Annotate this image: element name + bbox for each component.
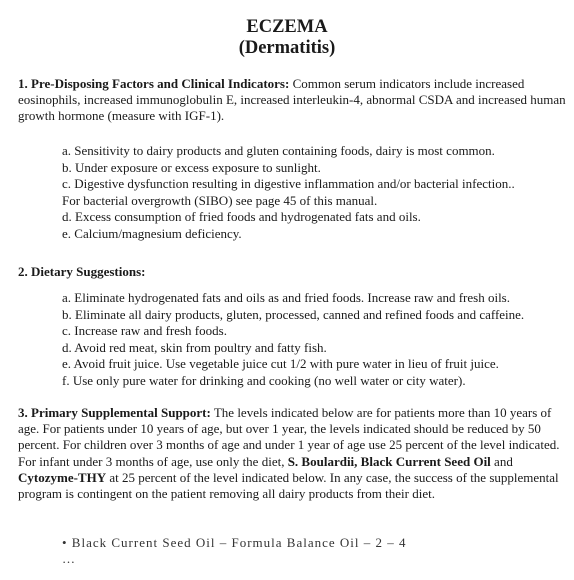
document-title: ECZEMA xyxy=(246,17,328,37)
cutoff-next-line xyxy=(62,535,422,566)
list-item: d. Excess consumption of fried foods and hydrogenated fats and oils. xyxy=(62,209,421,224)
list-item: e. Avoid fruit juice. Use vegetable juice cut 1/2 with pure water in lieu of fruit juice. xyxy=(62,356,499,371)
document-subtitle: (Dermatitis) xyxy=(238,38,336,58)
section-2-heading: 2. Dietary Suggestions: xyxy=(18,264,146,279)
section-3-bold-products-b: Cytozyme-THY xyxy=(18,469,107,485)
section-3-text: The levels indicated below are for patients more than 10 years of age. For patients under 10 years of age, but over 1 year, the levels indicated should be reduced by 50 percent. For children over 3 months of age and under 1 year of age use 25 percent of the level indicated. For infant under 3 months of age, use only the diet, xyxy=(18,405,560,469)
section-3-text-end: at 25 percent of the level indicated below. In any case, the success of the supplemental program is contingent on the patient removing all dairy products from their diet. xyxy=(18,469,559,502)
section-3-bold-products-a: S. Boulardii, Black Current Seed Oil xyxy=(287,453,491,469)
list-item: For bacterial overgrowth (SIBO) see page 45 of this manual. xyxy=(62,192,378,208)
section-1-text: Common serum indicators include increased eosinophils, increased immunoglobulin E, increased interleukin-4, abnormal CSDA and increased human growth hormone (measure with IGF-1). xyxy=(18,76,566,124)
list-item: c. Digestive dysfunction resulting in digestive inflammation and/or bacterial infection.. xyxy=(62,176,515,191)
list-item: b. Eliminate all dairy products, gluten, processed, canned and refined foods and caffeine. xyxy=(62,306,525,322)
list-item: b. Under exposure or excess exposure to sunlight. xyxy=(62,159,321,175)
section-3-paragraph xyxy=(18,405,566,502)
list-item: d. Avoid red meat, skin from poultry and fatty fish. xyxy=(62,339,327,355)
section-1-paragraph xyxy=(18,76,566,125)
section-3-text-join: and xyxy=(490,453,513,469)
section-1-heading: 1. Pre-Disposing Factors and Clinical Indicators: xyxy=(18,76,290,91)
list-item: c. Increase raw and fresh foods. xyxy=(62,323,227,338)
list-item: a. Sensitivity to dairy products and gluten containing foods, dairy is most common. xyxy=(62,143,495,158)
list-item: f. Use only pure water for drinking and cooking (no well water or city water). xyxy=(62,372,466,388)
section-3-heading: 3. Primary Supplemental Support: xyxy=(18,405,211,420)
list-item: a. Eliminate hydrogenated fats and oils as and fried foods. Increase raw and fresh oils. xyxy=(62,290,510,305)
section-2-list xyxy=(62,290,567,389)
list-item: e. Calcium/magnesium deficiency. xyxy=(62,225,242,241)
cutoff-line-text: • Black Current Seed Oil – Formula Balance Oil – 2 – 4 … xyxy=(62,535,407,566)
section-1-list xyxy=(62,143,567,242)
